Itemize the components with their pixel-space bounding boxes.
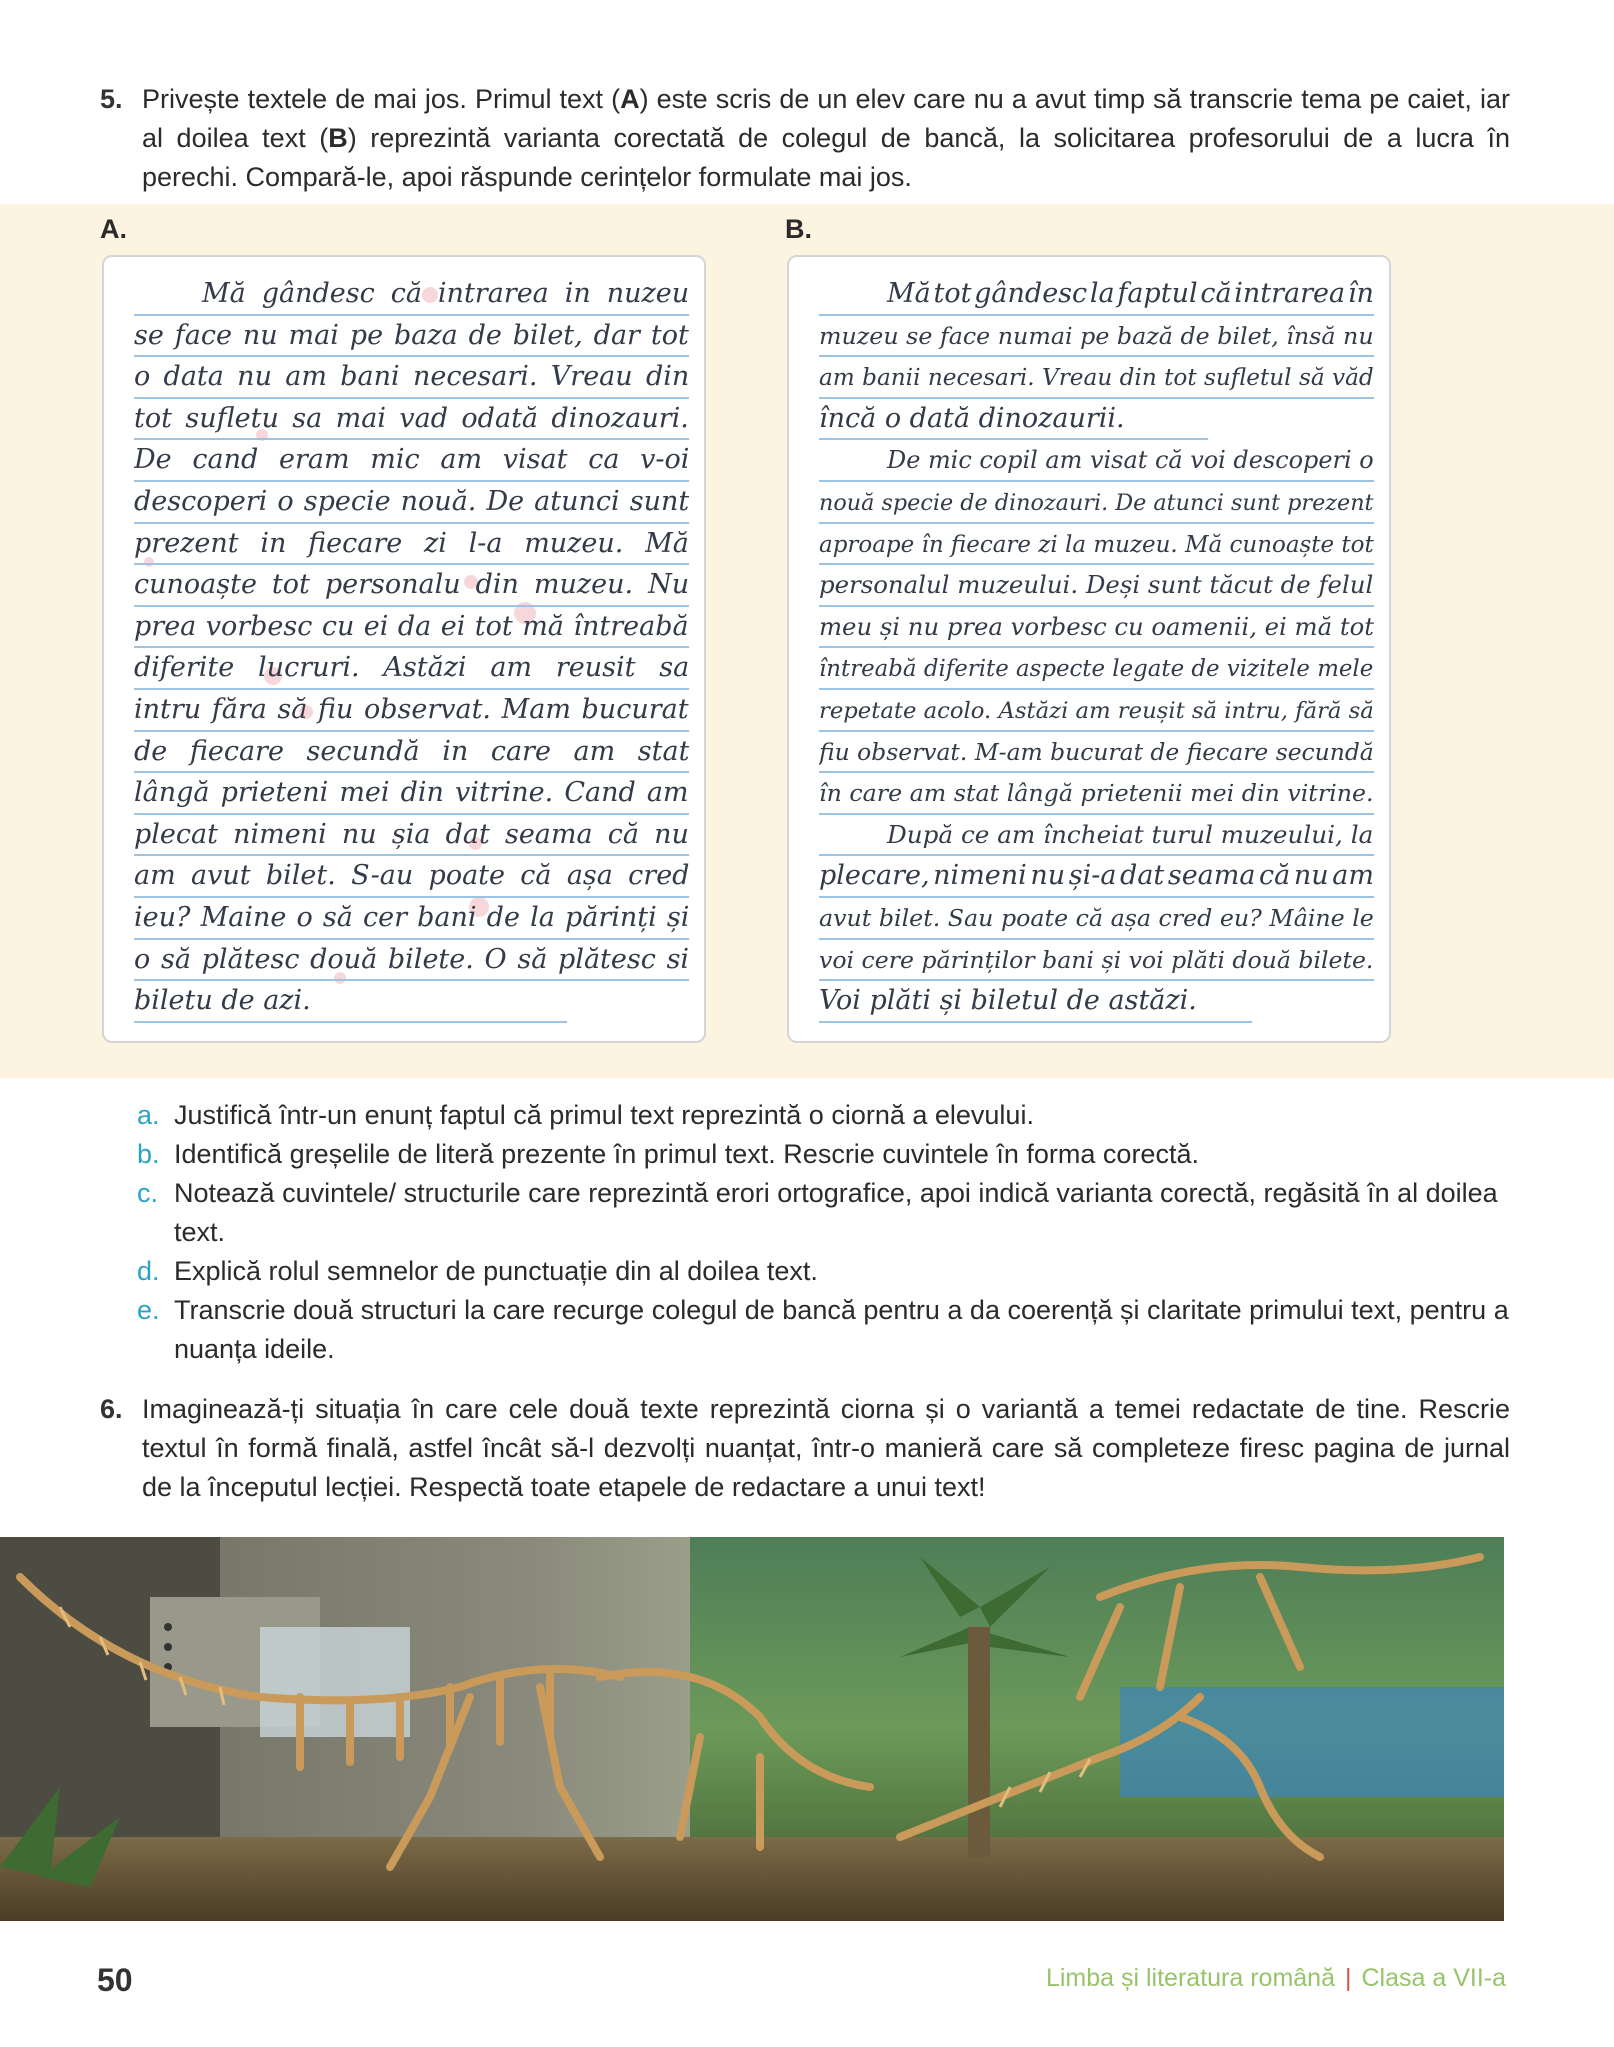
- handwritten-line: o să plătesc două bilete. O să plătesc si: [134, 940, 689, 982]
- handwritten-line: în care am stat lângă prietenii mei din vitrine.: [819, 773, 1374, 815]
- handwritten-line: Voi plăti și biletul de astăzi.: [819, 981, 1252, 1023]
- handwritten-line: aproape în fiecare zi la muzeu. Mă cunoaște tot: [819, 524, 1374, 566]
- handwritten-line: plecare, nimeni nu și-a dat seama că nu am: [819, 856, 1374, 898]
- handwritten-line: cunoaște tot personalu din muzeu. Nu: [134, 565, 689, 607]
- handwritten-line: am avut bilet. S-au poate că așa cred: [134, 856, 689, 898]
- handwritten-line: meu și nu prea vorbesc cu oamenii, ei mă tot: [819, 607, 1374, 649]
- text-b-card: [787, 255, 1391, 1043]
- handwritten-line: diferite lucruri. Astăzi am reusit sa: [134, 648, 689, 690]
- exercise-number: 6.: [100, 1394, 123, 1424]
- handwritten-line: încă o dată dinozaurii.: [819, 399, 1208, 441]
- handwritten-line: De mic copil am visat că voi descoperi o: [819, 440, 1374, 482]
- handwritten-line: repetate acolo. Astăzi am reușit să intru, fără să: [819, 690, 1374, 732]
- handwritten-line: personalul muzeului. Deși sunt tăcut de felul: [819, 565, 1374, 607]
- task-list: [137, 1096, 1510, 1369]
- task-item: c. Notează cuvintele/ structurile care reprezintă erori ortografice, apoi indică varianta corectă, regăsită în al doilea text.: [137, 1178, 1498, 1247]
- text-b-handwriting: [819, 274, 1374, 1023]
- handwritten-line: avut bilet. Sau poate că așa cred eu? Mâine le: [819, 898, 1374, 940]
- handwritten-line: se face nu mai pe baza de bilet, dar tot: [134, 316, 689, 358]
- handwritten-line: biletu de azi.: [134, 981, 567, 1023]
- task-item: d. Explică rolul semnelor de punctuație din al doilea text.: [137, 1256, 818, 1286]
- text-a-handwriting: [134, 274, 689, 1023]
- text-a-label: A.: [100, 214, 127, 244]
- handwritten-line: prezent in fiecare zi l-a muzeu. Mă: [134, 524, 689, 566]
- handwritten-line: intru făra să fiu observat. Mam bucurat: [134, 690, 689, 732]
- handwritten-line: o data nu am bani necesari. Vreau din: [134, 357, 689, 399]
- handwritten-line: voi cere părinților bani și voi plăti două bilete.: [819, 940, 1374, 982]
- handwritten-line: de fiecare secundă in care am stat: [134, 732, 689, 774]
- handwritten-line: tot sufletu sa mai vad odată dinozauri.: [134, 399, 689, 441]
- exercise-5: [100, 80, 1510, 197]
- task-item: e. Transcrie două structuri la care recurge colegul de bancă pentru a da coerență și claritate primului text, pentru a nuanța ideile.: [137, 1295, 1509, 1364]
- handwritten-line: lângă prieteni mei din vitrine. Cand am: [134, 773, 689, 815]
- handwritten-line: Mă tot gândesc la faptul că intrarea în: [819, 274, 1374, 316]
- handwritten-line: am banii necesari. Vreau din tot sufletul să văd: [819, 357, 1374, 399]
- footer-title: Limba și literatura română | Clasa a VII-a: [1045, 1964, 1506, 1992]
- handwritten-line: Mă gândesc că intrarea in nuzeu: [134, 274, 689, 316]
- handwritten-line: descoperi o specie nouă. De atunci sunt: [134, 482, 689, 524]
- handwritten-line: muzeu se face numai pe bază de bilet, însă nu: [819, 316, 1374, 358]
- text-b-label: B.: [785, 214, 812, 244]
- handwritten-line: fiu observat. M-am bucurat de fiecare secundă: [819, 732, 1374, 774]
- handwritten-line: ieu? Maine o să cer bani de la părinți și: [134, 898, 689, 940]
- exercise-5-instructions: Privește textele de mai jos. Primul text (A) este scris de un elev care nu a avut timp să transcrie tema pe caiet, iar al doilea text (B) reprezintă varianta corectată de colegul de bancă, la solicitarea profesorului de a lucra în perechi. Compară-le, apoi răspunde cerințelor formulate mai jos.: [142, 84, 1510, 192]
- handwritten-line: De cand eram mic am visat ca v-oi: [134, 440, 689, 482]
- task-item: a. Justifică într-un enunț faptul că primul text reprezintă o ciornă a elevului.: [137, 1100, 1034, 1130]
- exercise-6-instructions: Imaginează-ți situația în care cele două texte reprezintă ciorna și o variantă a temei redactate de tine. Rescrie textul în formă finală, astfel încât să-l dezvolți nuanțat, într-o manieră care să completeze firesc pagina de jurnal de la începutul lecției. Respectă toate etapele de redactare a unui text!: [142, 1394, 1510, 1502]
- task-item: b. Identifică greșelile de literă prezente în primul text. Rescrie cuvintele în forma corectă.: [137, 1139, 1199, 1169]
- handwritten-line: plecat nimeni nu șia dat seama că nu: [134, 815, 689, 857]
- handwritten-line: nouă specie de dinozauri. De atunci sunt prezent: [819, 482, 1374, 524]
- text-a-card: [102, 255, 706, 1043]
- exercise-6: [100, 1390, 1510, 1507]
- handwritten-line: întreabă diferite aspecte legate de vizitele mele: [819, 648, 1374, 690]
- handwritten-line: prea vorbesc cu ei da ei tot mă întreabă: [134, 607, 689, 649]
- handwritten-line: După ce am încheiat turul muzeului, la: [819, 815, 1374, 857]
- exercise-number: 5.: [100, 84, 123, 114]
- page-number: 50: [97, 1962, 133, 1998]
- dinosaur-skeleton-photo: [0, 1537, 1504, 1921]
